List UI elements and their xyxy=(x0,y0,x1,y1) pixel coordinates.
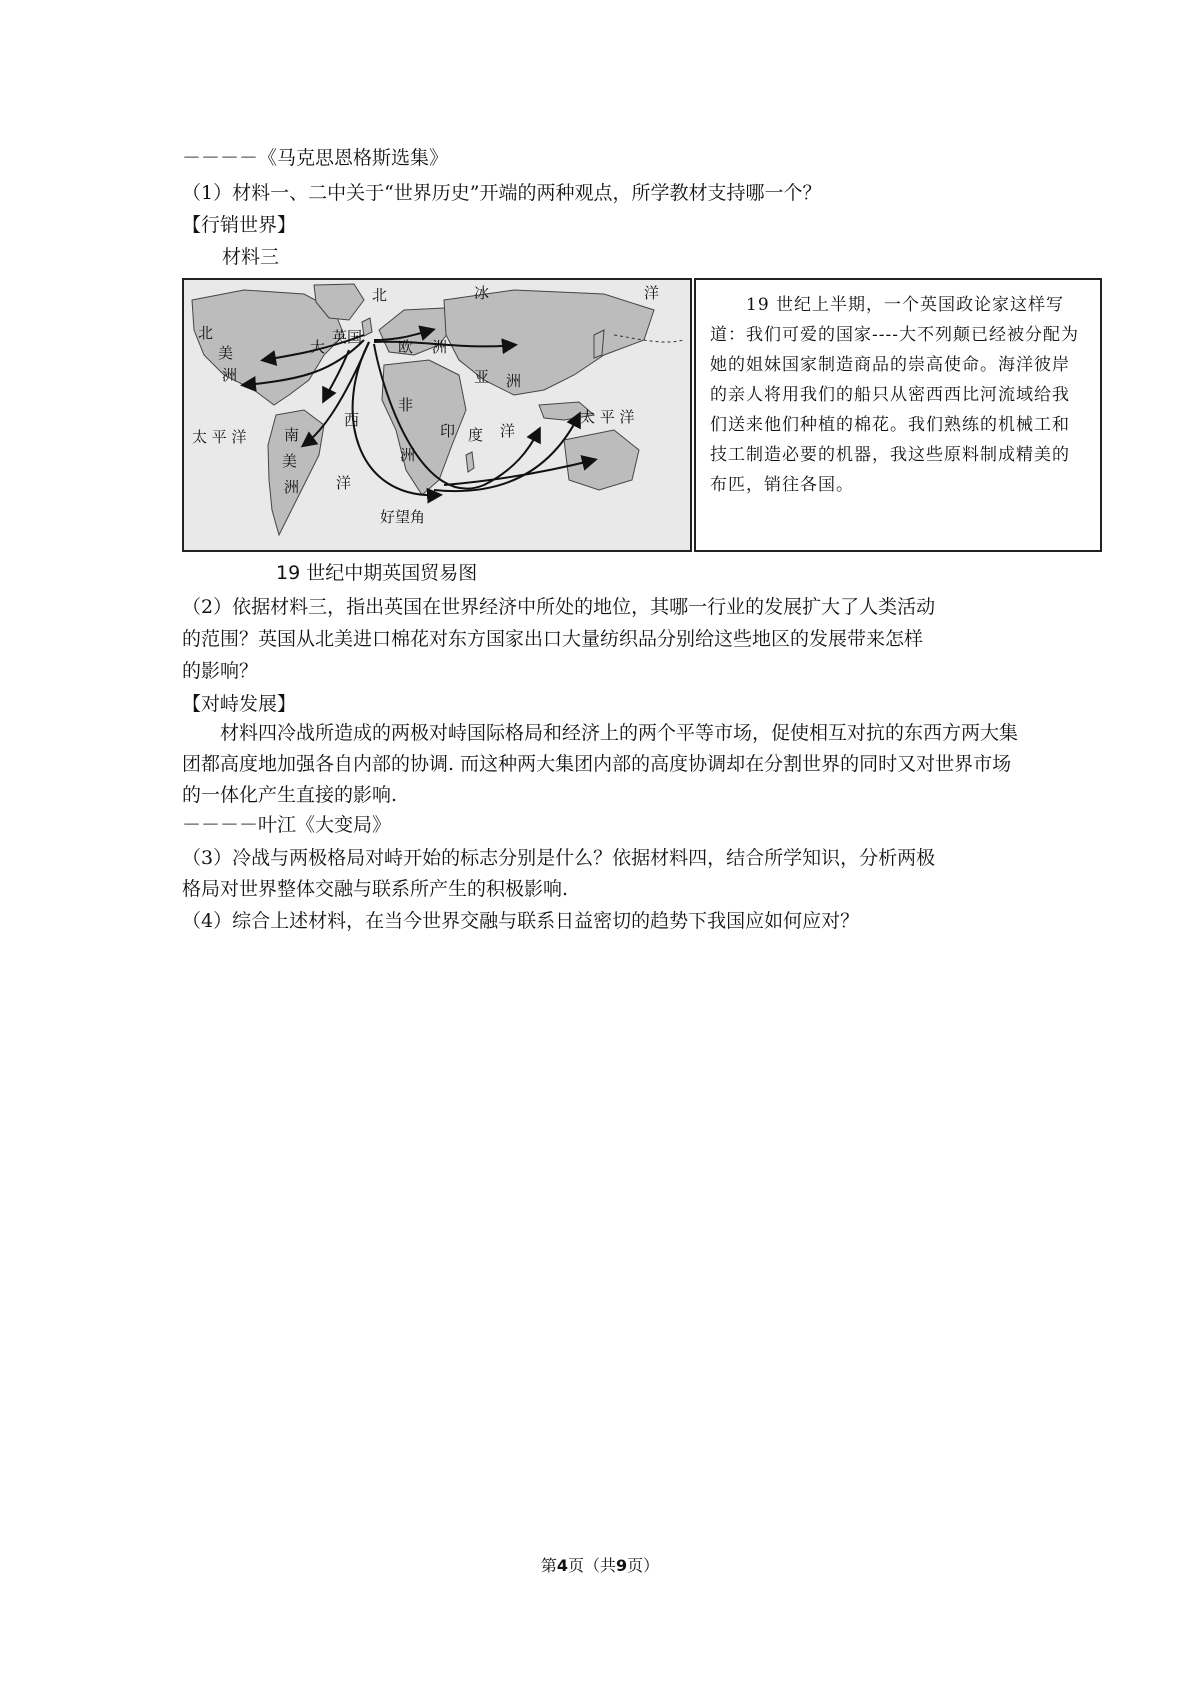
material-3-label: 材料三 xyxy=(222,246,280,268)
total-pages: 9 xyxy=(616,1556,628,1575)
label-indian-1: 印 xyxy=(440,422,456,440)
trade-map xyxy=(182,278,692,552)
label-sa-2: 美 xyxy=(282,452,298,470)
question-1: （1）材料一、二中关于“世界历史”开端的两种观点，所学教材支持哪一个？ xyxy=(182,182,822,204)
page-footer: 第4页（共9页） xyxy=(540,1556,660,1575)
question-2-line-3: 的影响？ xyxy=(182,660,259,682)
label-africa-zhou: 洲 xyxy=(400,446,416,464)
material-4-paragraph: 材料四冷战所造成的两极对峙国际格局和经济上的两个平等市场，促使相互对抗的东西方两大集团都高度地加强各自内部的协调. 而这种两大集团内部的高度协调却在分割世界的同时又对世界市场的一体化产生直接的影响. xyxy=(182,722,1019,806)
britain-shape xyxy=(362,318,372,336)
label-indian-2: 度 xyxy=(468,426,484,444)
label-na-3: 洲 xyxy=(222,366,238,384)
label-africa: 非 xyxy=(398,396,414,414)
map-caption: 19 世纪中期英国贸易图 xyxy=(276,562,478,584)
japan-shape xyxy=(594,330,604,358)
label-da: 大 xyxy=(310,338,326,356)
question-3-line-2: 格局对世界整体交融与联系所产生的积极影响. xyxy=(182,878,569,900)
label-pacific-east: 太 平 洋 xyxy=(580,408,635,426)
label-europe-2: 洲 xyxy=(432,338,448,356)
label-ice: 冰 xyxy=(474,284,490,302)
material-3-figure xyxy=(182,278,1100,552)
question-4: （4）综合上述材料，在当今世界交融与联系日益密切的趋势下我国应如何应对？ xyxy=(182,910,860,932)
label-asia-2: 洲 xyxy=(506,372,522,390)
label-atlantic-yang: 洋 xyxy=(336,474,352,492)
label-north: 北 xyxy=(372,286,388,304)
question-2-line-2: 的范围？英国从北美进口棉花对东方国家出口大量纺织品分别给这些地区的发展带来怎样 xyxy=(182,628,924,650)
source-line-1: －－－－《马克思恩格斯选集》 xyxy=(182,147,449,169)
madagascar-shape xyxy=(466,452,474,472)
label-na-2: 美 xyxy=(218,344,234,362)
label-europe-1: 欧 xyxy=(398,338,414,356)
source-line-4: －－－－叶江《大变局》 xyxy=(182,814,392,836)
section-title-sales: 【行销世界】 xyxy=(182,214,297,236)
label-na-1: 北 xyxy=(198,324,214,342)
label-xi: 西 xyxy=(344,411,360,429)
label-ocean-ne: 洋 xyxy=(644,284,660,302)
label-pacific-west: 太 平 洋 xyxy=(192,428,247,446)
australia-shape xyxy=(564,430,639,490)
quote-text: 19 世纪上半期，一个英国政论家这样写道：我们可爱的国家----大不列颠已经被分配为她的姐妹国家制造商品的崇高使命。海洋彼岸的亲人将用我们的船只从密西西比河流域给我们送来他们种植的棉花。我们熟练的机械工和技工制造必要的机器，我这些原料制成精美的布匹，销往各国。 xyxy=(710,295,1079,495)
question-2-line-1: （2）依据材料三，指出英国在世界经济中所处的地位，其哪一行业的发展扩大了人类活动 xyxy=(182,596,936,618)
label-britain: 英国 xyxy=(332,328,363,346)
section-title-confront: 【对峙发展】 xyxy=(182,693,297,715)
label-indian-3: 洋 xyxy=(500,422,516,440)
quote-box xyxy=(694,278,1102,552)
label-sa-1: 南 xyxy=(284,426,300,444)
page-number: 4 xyxy=(556,1556,568,1575)
label-sa-3: 洲 xyxy=(284,478,300,496)
label-asia-1: 亚 xyxy=(474,368,490,386)
label-cape: 好望角 xyxy=(380,508,426,526)
question-3-line-1: （3）冷战与两极格局对峙开始的标志分别是什么？依据材料四，结合所学知识，分析两极 xyxy=(182,847,936,869)
